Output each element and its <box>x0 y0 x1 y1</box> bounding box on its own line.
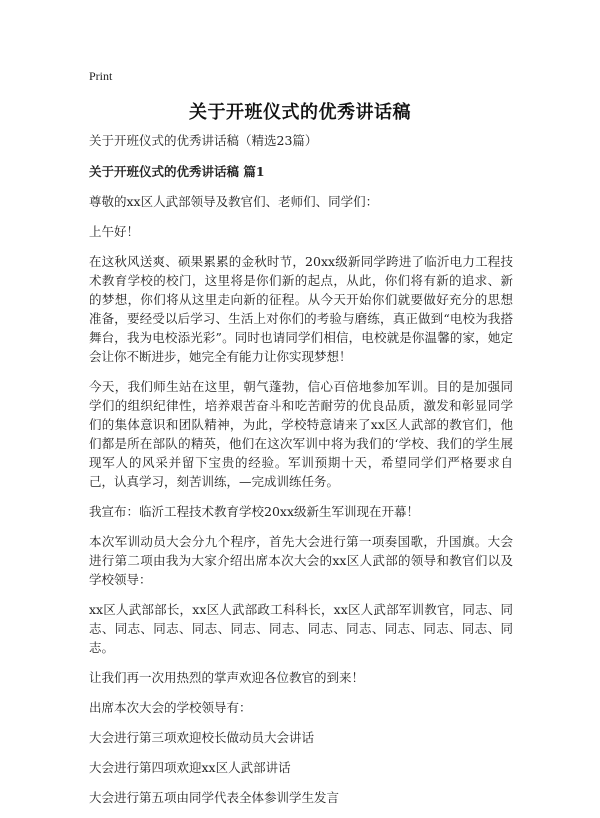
section-heading: 关于开班仪式的优秀讲话稿 篇1 <box>89 164 265 179</box>
document-title: 关于开班仪式的优秀讲话稿 <box>189 102 411 123</box>
paragraph: 本次军训动员大会分九个程序，首先大会进行第一项奏国歌，升国旗。大会进行第二项由我为大家介绍出席本次大会的xx区人武部的领导和教官们以及学校领导： <box>89 534 513 587</box>
paragraph: 今天，我们师生站在这里，朝气蓬勃，信心百倍地参加军训。目的是加强同学们的组织纪律性，培养艰苦奋斗和吃苦耐劳的优良品质，激发和彰显同学们的集体意识和团队精神，为此，学校特意请来了xx区人武部的教官们，他们都是所在部队的精英，他们在这次军训中将为我们的‘学校、我们的学生展现军人的风采并留下宝贵的经验。军训预期十天，希望同学们严格要求自己，认真学习，刻苦训练，—完成训练任务。 <box>89 379 513 489</box>
paragraph: 让我们再一次用热烈的掌声欢迎各位教官的到来！ <box>89 670 365 685</box>
salutation: 尊敬的xx区人武部领导及教官们、老师们、同学们： <box>89 194 379 209</box>
paragraph: xx区人武部部长，xx区人武部政工科科长，xx区人武部军训教官，同志、同志、同志、同志、同志、同志、同志、同志、同志、同志、同志、同志、同志。 <box>89 602 513 655</box>
paragraph: 大会进行第四项欢迎xx区人武部讲话 <box>89 760 291 775</box>
paragraph: 我宣布：临沂工程技术教育学校20xx级新生军训现在开幕！ <box>89 504 420 519</box>
greeting: 上午好！ <box>89 224 140 239</box>
paragraph: 出席本次大会的学校领导有： <box>89 700 252 715</box>
paragraph: 大会进行第三项欢迎校长做动员大会讲话 <box>89 730 315 745</box>
paragraph: 大会进行第五项由同学代表全体参训学生发言 <box>89 790 340 805</box>
document-body <box>89 131 513 818</box>
document-subtitle: 关于开班仪式的优秀讲话稿（精选23篇） <box>89 133 318 148</box>
paragraph: 在这秋风送爽、硕果累累的金秋时节，20xx级新同学跨进了临沂电力工程技术教育学校的校门，这里将是你们新的起点，从此，你们将有新的追求、新的梦想，你们将从这里走向新的征程。从今天开始你们就要做好充分的思想准备，要经受以后学习、生活上对你们的考验与磨练，真正做到“电校为我搭舞台，我为电校添光彩”。同时也请同学们相信，电校就是你温馨的家，她定会让你不断进步，她完全有能力让你实现梦想！ <box>89 254 513 364</box>
print-link[interactable]: Print <box>89 69 113 83</box>
